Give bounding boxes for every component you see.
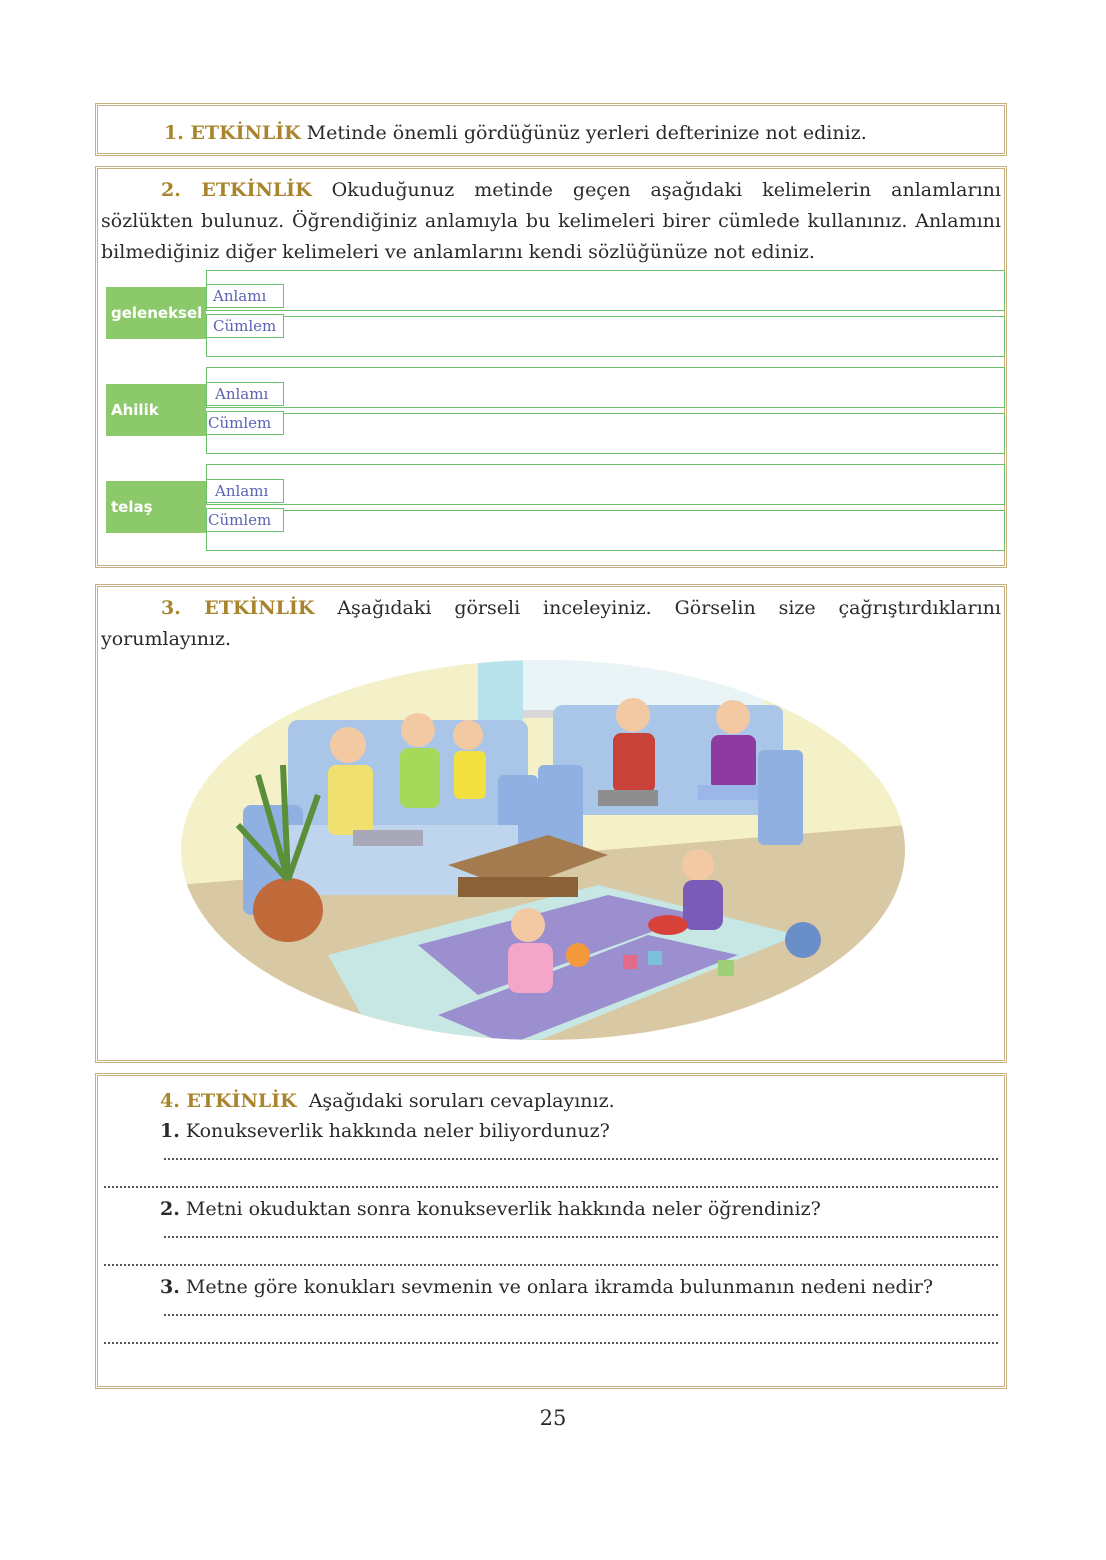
answer-line[interactable] xyxy=(104,1174,998,1188)
answer-line[interactable] xyxy=(164,1224,998,1238)
meaning-tag: Anlamı xyxy=(206,284,284,308)
sentence-tag: Cümlem xyxy=(206,411,284,435)
activity-2-text xyxy=(101,175,1001,268)
question-3 xyxy=(104,1272,998,1302)
activity-3-label: 3. ETKİNLİK xyxy=(161,597,315,619)
vocab-word: telaş xyxy=(106,481,206,533)
activity-1-instruction: Metinde önemli gördüğünüz yerleri defterinize not ediniz. xyxy=(306,122,867,144)
activity-4-instruction: Aşağıdaki soruları cevaplayınız. xyxy=(308,1090,615,1112)
answer-line[interactable] xyxy=(104,1252,998,1266)
activity-1-text xyxy=(104,118,998,149)
answer-line[interactable] xyxy=(164,1302,998,1316)
activity-4-label: 4. ETKİNLİK xyxy=(160,1090,297,1112)
meaning-box[interactable] xyxy=(206,270,1005,311)
vocab-entry-geleneksel xyxy=(106,270,1006,362)
activity-3-instruction: Aşağıdaki görseli inceleyiniz. Görselin size çağrıştırdıklarını yorumlayınız. xyxy=(101,597,1001,650)
activity-1-label: 1. ETKİNLİK xyxy=(164,122,301,144)
activity-2-instruction: Okuduğunuz metinde geçen aşağıdaki kelimelerin anlamlarını sözlükten bulunuz. Öğrendiğiniz anlamıyla bu kelimeleri birer cümlede kullanınız. Anlamını bilmediğiniz diğer kelimeleri ve anlamlarını kendi sözlüğünüze not ediniz. xyxy=(101,179,1001,263)
question-number: 2. xyxy=(160,1198,180,1220)
meaning-tag: Anlamı xyxy=(206,479,284,503)
meaning-box[interactable] xyxy=(206,367,1005,408)
sentence-tag: Cümlem xyxy=(206,314,284,338)
sentence-box[interactable] xyxy=(206,316,1005,357)
activity-2-label: 2. ETKİNLİK xyxy=(161,179,312,201)
activity-1-box xyxy=(95,103,1007,156)
answer-line[interactable] xyxy=(104,1330,998,1344)
question-2 xyxy=(104,1194,998,1224)
activity-3-text xyxy=(101,593,1001,655)
question-text: Konukseverlik hakkında neler biliyordunuz? xyxy=(185,1120,610,1142)
question-number: 1. xyxy=(160,1120,180,1142)
activity-2-box xyxy=(95,166,1007,568)
vocab-word: geleneksel xyxy=(106,287,206,339)
answer-line[interactable] xyxy=(164,1146,998,1160)
vocab-entry-ahilik xyxy=(106,367,1006,459)
activity-4-box xyxy=(95,1073,1007,1389)
question-1 xyxy=(104,1116,998,1146)
sentence-box[interactable] xyxy=(206,510,1005,551)
sentence-tag: Cümlem xyxy=(206,508,284,532)
vocab-entry-telas xyxy=(106,464,1006,556)
vocab-word: Ahilik xyxy=(106,384,206,436)
meaning-tag: Anlamı xyxy=(206,382,284,406)
sentence-box[interactable] xyxy=(206,413,1005,454)
question-number: 3. xyxy=(160,1276,180,1298)
activity-4-text xyxy=(104,1086,998,1116)
living-room-illustration xyxy=(178,655,908,1045)
meaning-box[interactable] xyxy=(206,464,1005,505)
question-text: Metne göre konukları sevmenin ve onlara ikramda bulunmanın nedeni nedir? xyxy=(185,1276,934,1298)
question-text: Metni okuduktan sonra konukseverlik hakkında neler öğrendiniz? xyxy=(185,1198,821,1220)
page-number: 25 xyxy=(539,1406,567,1430)
activity-3-box xyxy=(95,584,1007,1063)
